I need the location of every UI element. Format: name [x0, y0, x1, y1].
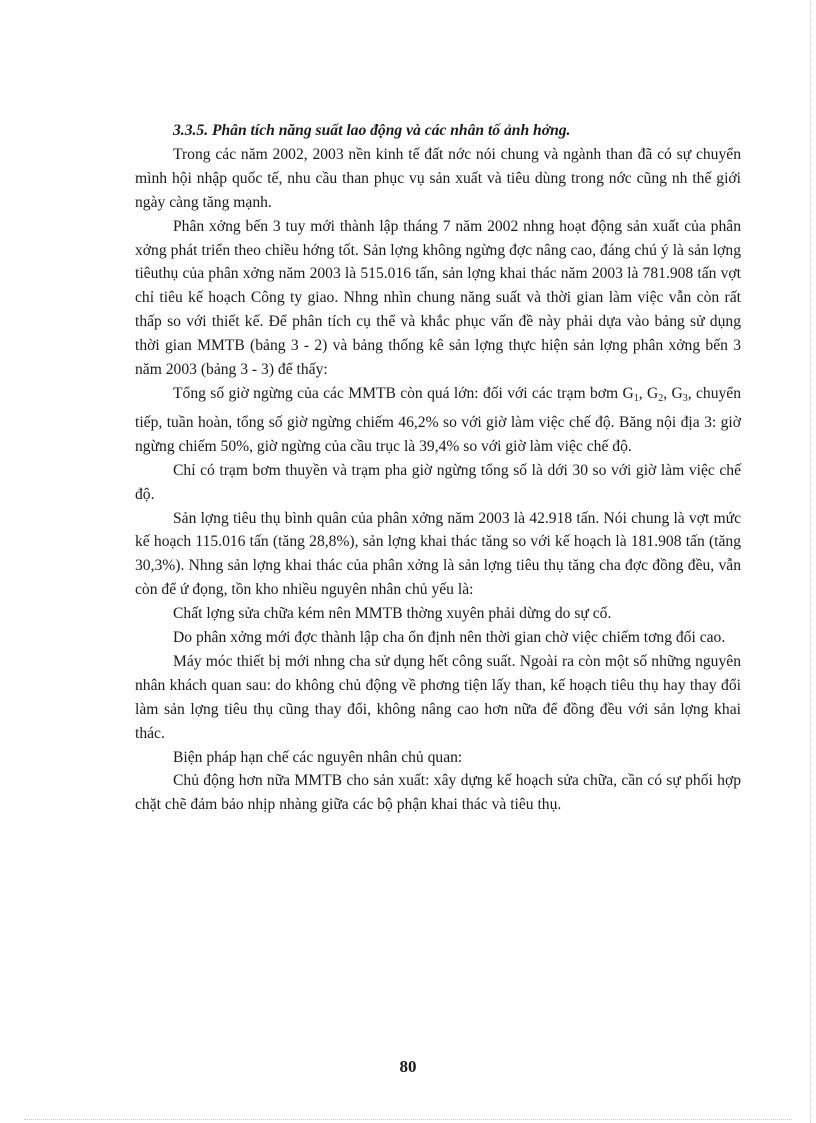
- paragraph: Biện pháp hạn chế các nguyên nhân chủ quan:: [173, 748, 463, 766]
- subscript: 1: [633, 392, 639, 404]
- section-heading: 3.3.5. Phân tích năng suất lao động và các nhân tố ảnh hởng.: [173, 122, 571, 139]
- paragraph: Chất lợng sửa chữa kém nên MMTB thờng xuyên phải dừng do sự cố.: [173, 605, 612, 623]
- paragraph: Chỉ có trạm bơm thuyền và trạm pha giờ ngừng tổng số là dới 30 so với giờ làm việc chế độ.: [135, 461, 741, 503]
- paragraph-text: , G: [638, 384, 659, 402]
- subscript: 2: [658, 392, 664, 404]
- page-number: 80: [399, 1057, 417, 1076]
- subscript: 3: [682, 392, 688, 404]
- page-side-divider: [810, 0, 811, 1123]
- paragraph: Chủ động hơn nữa MMTB cho sản xuất: xây dựng kế hoạch sửa chữa, cần có sự phối hợp chặt chẽ đảm bảo nhịp nhàng giữa các bộ phận khai thác và tiêu thụ.: [135, 772, 741, 814]
- document-body: [135, 119, 741, 817]
- paragraph: Phân xởng bến 3 tuy mới thành lập tháng 7 năm 2002 nhng hoạt động sản xuất của phân xởng phát triển theo chiều hớng tốt. Sản lợng không ngừng đợc nâng cao, đáng chú ý là sản lợng tiêuthụ của phân xởng năm 2003 là 515.016 tấn, sản lợng khai thác năm 2003 là 781.908 tấn vợt chỉ tiêu kế hoạch Công ty giao. Nhng nhìn chung năng suất và thời gian làm việc vẫn còn rất thấp so với thiết kế. Để phân tích cụ thể và khắc phục vấn đề này phải dựa vào bảng sử dụng thời gian MMTB (bảng 3 - 2) và bảng thống kê sản lợng thực hiện sản lợng phân xởng bến 3 năm 2003 (bảng 3 - 3) để thấy:: [135, 217, 741, 379]
- paragraph: Do phân xởng mới đợc thành lập cha ổn định nên thời gian chờ việc chiếm tơng đối cao.: [173, 629, 726, 647]
- paragraph-text: , G: [663, 384, 683, 402]
- paragraph: Trong các năm 2002, 2003 nền kinh tế đất nớc nói chung và ngành than đã có sự chuyển mình hội nhập quốc tế, nhu cầu than phục vụ sản xuất và tiêu dùng trong nớc cũng nh thế giới ngày càng tăng mạnh.: [135, 145, 741, 211]
- page-bottom-divider: [24, 1119, 792, 1120]
- paragraph-text: , chuyển tiếp, tuần hoàn, tổng số giờ ngừng chiếm 46,2% so với giờ làm việc chế độ. Băng nội địa 3: giờ ngừng chiếm 50%, giờ ngừng của cầu trục là 39,4% so với giờ làm việc chế độ.: [135, 384, 741, 455]
- paragraph-text: Tổng số giờ ngừng của các MMTB còn quá lớn: đối với các trạm bơm G: [173, 384, 634, 402]
- paragraph-stop-hours: [135, 382, 741, 459]
- paragraph: Sản lợng tiêu thụ bình quân của phân xởng năm 2003 là 42.918 tấn. Nói chung là vợt mức kế hoạch 115.016 tấn (tăng 28,8%), sản lợng khai thác tăng so với kế hoạch là 181.908 tấn (tăng 30,3%). Nhng sản lợng khai thác của phân xởng là sản lợng tiêu thụ tăng cha đợc đồng đều, vẫn còn để ứ đọng, tồn kho nhiều nguyên nhân chủ yếu là:: [135, 509, 741, 599]
- paragraph: Máy móc thiết bị mới nhng cha sử dụng hết công suất. Ngoài ra còn một số những nguyên nhân khách quan sau: do không chủ động về phơng tiện lấy than, kế hoạch tiêu thụ hay thay đổi làm sản lợng tiêu thụ cũng thay đổi, không nâng cao hơn nữa để đồng đều với sản lợng khai thác.: [135, 652, 741, 742]
